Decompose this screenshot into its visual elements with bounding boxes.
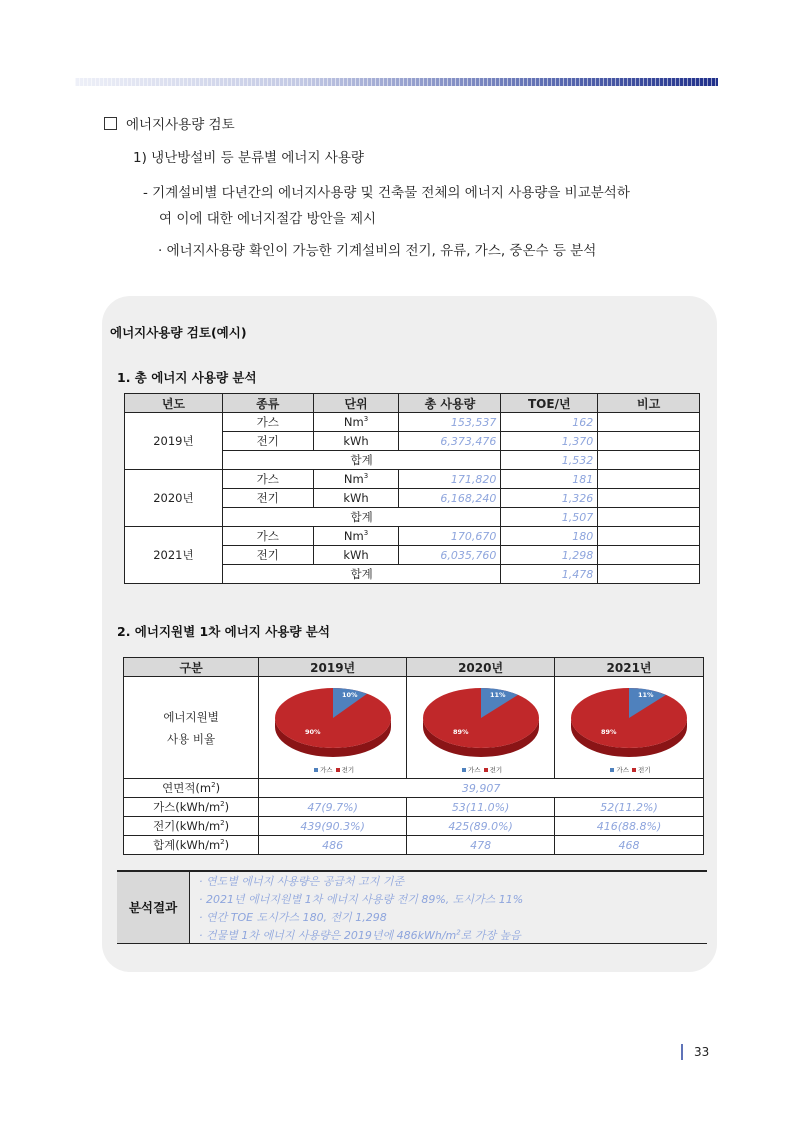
sum-label: 합계$(kWh/m^2)$	[124, 836, 259, 855]
elec-value-2019: 439(90.3%)	[259, 817, 407, 836]
table1-header-row	[125, 394, 700, 413]
header-2021: 2021년	[555, 658, 704, 677]
header-2019: 2019년	[259, 658, 407, 677]
section-title	[104, 113, 235, 133]
pie-legend: 가스 전기	[415, 765, 547, 774]
result-separator	[189, 870, 190, 944]
type-cell: 전기	[222, 546, 313, 565]
energy-source-table	[123, 657, 704, 855]
area-value: 39,907	[259, 779, 704, 798]
pie-legend: 가스 전기	[563, 765, 695, 774]
ratio-label-line2: 사용 비율	[167, 731, 216, 746]
table2-title: 2. 에너지원별 1차 에너지 사용량 분석	[117, 624, 330, 639]
total-cell: 6,035,760	[399, 546, 501, 565]
result-bottom-border	[117, 943, 707, 944]
pie-cell-2019	[259, 677, 407, 779]
note-cell	[598, 451, 700, 470]
bullet2: · 에너지사용량 확인이 가능한 기계설비의 전기, 유류, 가스, 중온수 등 분석	[158, 243, 597, 259]
type-cell: 전기	[222, 432, 313, 451]
unit-cell: kWh	[313, 546, 399, 565]
note-cell	[598, 565, 700, 584]
header-category: 구분	[124, 658, 259, 677]
toe-cell: 181	[501, 470, 598, 489]
header-year: 년도	[125, 394, 223, 413]
bullet1-line1: - 기계설비별 다년간의 에너지사용량 및 건축물 전체의 에너지 사용량을 비교분석하	[143, 185, 630, 201]
elec-legend-swatch	[336, 768, 340, 772]
section-title-text: 에너지사용량 검토	[126, 117, 235, 133]
toe-cell: 180	[501, 527, 598, 546]
gas-legend-swatch	[314, 768, 318, 772]
pie-svg-2019	[267, 680, 399, 764]
pie-label-elec: 90%	[304, 728, 321, 736]
header-total: 총 사용량	[399, 394, 501, 413]
table2-header-row	[124, 658, 704, 677]
unit-cell: kWh	[313, 489, 399, 508]
total-cell: 170,670	[399, 527, 501, 546]
sum-toe-cell: 1,478	[501, 565, 598, 584]
total-cell: 153,537	[399, 413, 501, 432]
pie-label-elec: 89%	[452, 728, 469, 736]
elec-legend-swatch	[484, 768, 488, 772]
note-cell	[598, 546, 700, 565]
table-row	[125, 527, 700, 546]
result-top-border	[117, 870, 707, 872]
gas-legend-swatch	[610, 768, 614, 772]
gas-value-2019: 47(9.7%)	[259, 798, 407, 817]
table-row	[124, 779, 704, 798]
gas-value-2020: 53(11.0%)	[407, 798, 555, 817]
unit-cell: Nm$^3$	[313, 413, 399, 432]
sum-toe-cell: 1,532	[501, 451, 598, 470]
elec-legend-swatch	[632, 768, 636, 772]
table-row	[124, 817, 704, 836]
elec-label: 전기$(kWh/m^2)$	[124, 817, 259, 836]
pie-chart-2021	[563, 680, 695, 776]
toe-cell: 162	[501, 413, 598, 432]
box-title: 에너지사용량 검토(예시)	[110, 325, 247, 340]
note-cell	[598, 508, 700, 527]
pie-label-gas: 10%	[341, 691, 358, 699]
header-2020: 2020년	[407, 658, 555, 677]
sum-label-cell: 합계	[222, 508, 501, 527]
header-toe: TOE/년	[501, 394, 598, 413]
area-label: 연면적$(m^2)$	[124, 779, 259, 798]
total-cell: 171,820	[399, 470, 501, 489]
gas-legend-swatch	[462, 768, 466, 772]
pie-legend: 가스 전기	[267, 765, 399, 774]
result-line-3: · 연간 TOE 도시가스 180, 전기 1,298	[199, 911, 387, 924]
header-stripes	[75, 78, 718, 86]
table-row	[124, 836, 704, 855]
year-cell: 2019년	[125, 413, 223, 470]
elec-value-2020: 425(89.0%)	[407, 817, 555, 836]
bullet1-line2: 여 이에 대한 에너지절감 방안을 제시	[159, 211, 377, 227]
type-cell: 전기	[222, 489, 313, 508]
sum-value-2019: 486	[259, 836, 407, 855]
unit-cell: Nm$^3$	[313, 527, 399, 546]
toe-cell: 1,370	[501, 432, 598, 451]
header-type: 종류	[222, 394, 313, 413]
table1-title: 1. 총 에너지 사용량 분석	[117, 370, 257, 385]
header-note: 비고	[598, 394, 700, 413]
unit-cell: kWh	[313, 432, 399, 451]
pie-label-gas: 11%	[638, 691, 654, 699]
total-energy-table	[124, 393, 700, 584]
elec-value-2021: 416(88.8%)	[555, 817, 704, 836]
type-cell: 가스	[222, 527, 313, 546]
pie-label-elec: 89%	[601, 728, 617, 736]
note-cell	[598, 527, 700, 546]
type-cell: 가스	[222, 413, 313, 432]
sum-toe-cell: 1,507	[501, 508, 598, 527]
type-cell: 가스	[222, 470, 313, 489]
ratio-label-cell	[124, 677, 259, 779]
result-line-4: · 건물별 1차 에너지 사용량은 2019년에 $486kWh/m^2$로 가장 높음	[199, 928, 521, 942]
year-cell: 2020년	[125, 470, 223, 527]
header-unit: 단위	[313, 394, 399, 413]
checkbox-square-icon	[104, 117, 117, 130]
sum-label-cell: 합계	[222, 565, 501, 584]
sum-value-2021: 468	[555, 836, 704, 855]
ratio-label-line1: 에너지원별	[163, 709, 219, 724]
total-cell: 6,168,240	[399, 489, 501, 508]
gas-value-2021: 52(11.2%)	[555, 798, 704, 817]
ratio-row	[124, 677, 704, 779]
pie-chart-2020	[415, 680, 547, 776]
note-cell	[598, 489, 700, 508]
note-cell	[598, 432, 700, 451]
table-row	[125, 470, 700, 489]
toe-cell: 1,298	[501, 546, 598, 565]
unit-cell: Nm$^3$	[313, 470, 399, 489]
analysis-result-box	[117, 870, 707, 944]
pie-label-gas: 11%	[489, 691, 506, 699]
total-cell: 6,373,476	[399, 432, 501, 451]
note-cell	[598, 413, 700, 432]
table-row	[125, 413, 700, 432]
pie-cell-2020	[407, 677, 555, 779]
note-cell	[598, 470, 700, 489]
toe-cell: 1,326	[501, 489, 598, 508]
sum-value-2020: 478	[407, 836, 555, 855]
pie-chart-2019	[267, 680, 399, 776]
pie-svg-2020	[415, 680, 547, 764]
year-cell: 2021년	[125, 527, 223, 584]
page-number-bar	[681, 1044, 683, 1060]
page-number: 33	[694, 1045, 710, 1059]
sub-heading: 1) 냉난방설비 등 분류별 에너지 사용량	[133, 150, 364, 166]
sum-label-cell: 합계	[222, 451, 501, 470]
gas-label: 가스$(kWh/m^2)$	[124, 798, 259, 817]
result-line-1: · 연도별 에너지 사용량은 공급처 고지 기준	[199, 875, 405, 888]
pie-cell-2021	[555, 677, 704, 779]
table-row	[124, 798, 704, 817]
result-line-2: · 2021년 에너지원별 1차 에너지 사용량 전기 89%, 도시가스 11%	[199, 893, 524, 906]
pie-svg-2021	[563, 680, 695, 764]
result-label: 분석결과	[117, 870, 189, 944]
